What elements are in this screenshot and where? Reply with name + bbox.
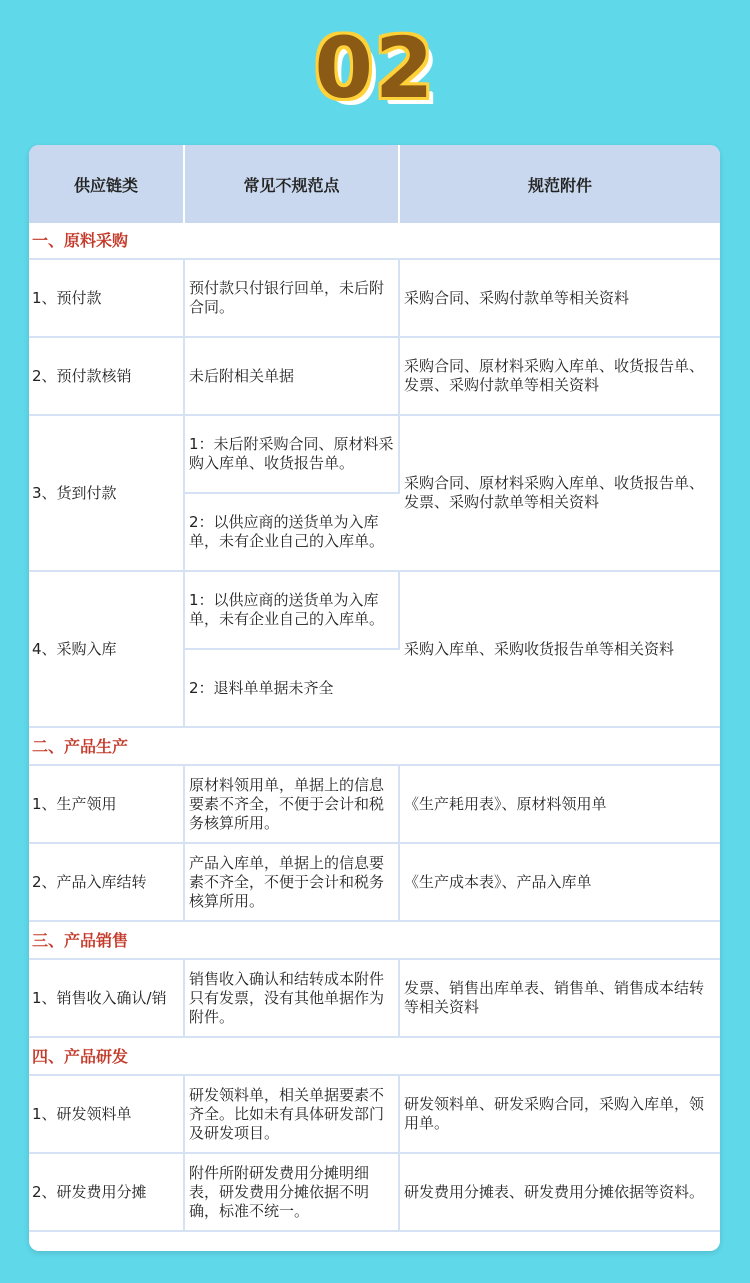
row-attachment: 《生产成本表》、产品入库单 [399, 843, 720, 921]
row-issue: 2：以供应商的送货单为入库单，未有企业自己的入库单。 [184, 493, 399, 571]
row-category: 1、销售收入确认/销 [29, 959, 184, 1037]
section-row [29, 921, 720, 959]
row-issue: 1：未后附采购合同、原材料采购入库单、收货报告单。 [184, 415, 399, 493]
page-number-badge: 02 [314, 19, 436, 117]
row-issue: 1：以供应商的送货单为入库单，未有企业自己的入库单。 [184, 571, 399, 649]
row-issue: 未后附相关单据 [184, 337, 399, 415]
row-issue: 产品入库单，单据上的信息要素不齐全，不便于会计和税务核算所用。 [184, 843, 399, 921]
header-issue: 常见不规范点 [184, 145, 399, 223]
row-category: 1、研发领料单 [29, 1075, 184, 1153]
row-attachment: 采购入库单、采购收货报告单等相关资料 [399, 571, 720, 727]
row-issue: 原材料领用单，单据上的信息要素不齐全，不便于会计和税务核算所用。 [184, 765, 399, 843]
row-issue: 预付款只付银行回单，未后附合同。 [184, 259, 399, 337]
row-category: 4、采购入库 [29, 571, 184, 727]
section-row [29, 223, 720, 259]
section-title: 三、产品销售 [29, 921, 720, 959]
row-category: 2、研发费用分摊 [29, 1153, 184, 1231]
row-category: 2、预付款核销 [29, 337, 184, 415]
supply-chain-table-card [29, 145, 720, 1251]
table-row [29, 1153, 720, 1231]
table-row [29, 1075, 720, 1153]
table-row [29, 259, 720, 337]
row-attachment: 发票、销售出库单表、销售单、销售成本结转等相关资料 [399, 959, 720, 1037]
header-category: 供应链类 [29, 145, 184, 223]
row-category: 1、生产领用 [29, 765, 184, 843]
row-issue: 销售收入确认和结转成本附件只有发票，没有其他单据作为附件。 [184, 959, 399, 1037]
row-issue: 研发领料单，相关单据要素不齐全。比如未有具体研发部门及研发项目。 [184, 1075, 399, 1153]
section-row [29, 1037, 720, 1075]
row-attachment: 采购合同、原材料采购入库单、收货报告单、发票、采购付款单等相关资料 [399, 337, 720, 415]
table-row [29, 843, 720, 921]
table-row [29, 337, 720, 415]
table-row [29, 765, 720, 843]
row-category: 1、预付款 [29, 259, 184, 337]
row-category: 3、货到付款 [29, 415, 184, 571]
section-title: 四、产品研发 [29, 1037, 720, 1075]
table-header-row [29, 145, 720, 223]
supply-chain-table [29, 145, 720, 1232]
row-attachment: 研发领料单、研发采购合同，采购入库单，领用单。 [399, 1075, 720, 1153]
row-issue: 附件所附研发费用分摊明细表，研发费用分摊依据不明确，标准不统一。 [184, 1153, 399, 1231]
row-attachment: 采购合同、原材料采购入库单、收货报告单、发票、采购付款单等相关资料 [399, 415, 720, 571]
row-issue: 2：退料单单据未齐全 [184, 649, 399, 727]
table-row [29, 571, 720, 649]
section-title: 二、产品生产 [29, 727, 720, 765]
section-title: 一、原料采购 [29, 223, 720, 259]
row-attachment: 研发费用分摊表、研发费用分摊依据等资料。 [399, 1153, 720, 1231]
section-row [29, 727, 720, 765]
row-category: 2、产品入库结转 [29, 843, 184, 921]
row-attachment: 采购合同、采购付款单等相关资料 [399, 259, 720, 337]
table-row [29, 959, 720, 1037]
row-attachment: 《生产耗用表》、原材料领用单 [399, 765, 720, 843]
table-row [29, 415, 720, 493]
header-attachment: 规范附件 [399, 145, 720, 223]
